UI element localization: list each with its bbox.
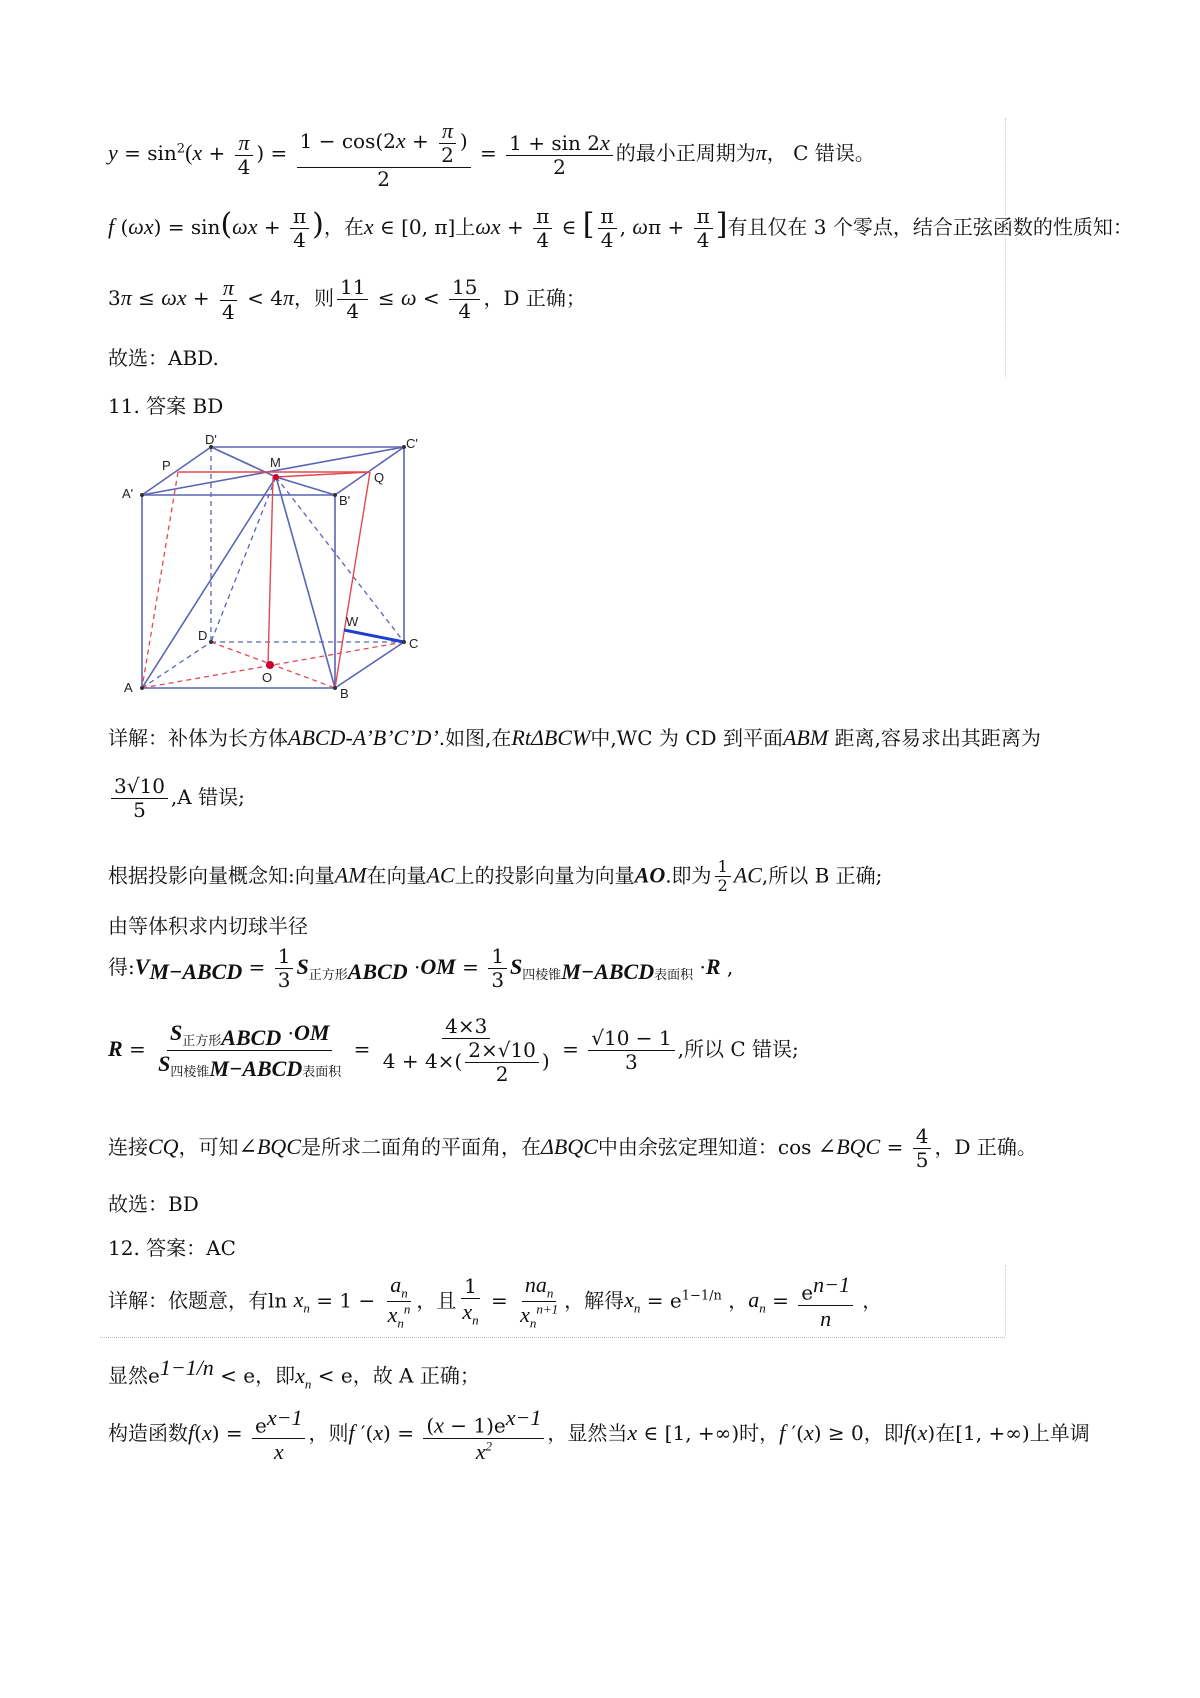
text-l2-b: 上 [455,215,476,239]
obvious-line: 显然$e^{1-1/n} < e$，即$x_n < e$，故 A 正确； [108,1355,480,1392]
detail-11-line: 详解：补体为长方体ABCD-A’B’C’D’.如图,在RtΔBCW中,WC 为 CD 到平面ABM 距离,容易求出其距离为 [108,725,1041,750]
edge-mb [276,477,335,688]
edge-ad-top [142,447,211,495]
label-m: M [270,455,281,470]
label-a-prime: A' [122,486,134,501]
choose-10: 故选：ABD. [108,346,219,370]
formula-line-2: f (ωx) = sin(ωx + $\frac{\pi}{4}$ )，在x ∈ [0, π]上ωx + $\frac{\pi}{4}$ ∈ [ $\frac{\pi}{4}$ , ωπ + $\frac{\pi}{4}$ ]有且仅在 3 个零点，结合正弦函数的性质知： [108,204,1133,252]
label-b-prime: B' [339,493,351,508]
text-l3-then: ，则 [294,286,335,311]
distance-result: $\frac{3√10}{5}$ ,A 错误; [108,775,245,822]
dotted-divider [100,1337,1005,1338]
line-mq [276,472,370,477]
question-11-answer: 11. 答案 BD [108,394,224,418]
text-l3-end: ，D 正确； [483,286,586,311]
label-w: W [346,614,359,629]
dotted-margin-1 [1005,118,1006,378]
point-m [273,474,279,480]
label-q: Q [374,470,385,485]
label-d-prime: D' [205,432,217,447]
label-a: A [124,680,133,695]
point-o [266,661,274,669]
formula-line-1: $y = \sin^2(x$ + $\frac{\pi}{4}$ ) = 1 − cos(2x + $\frac{\pi}{2}$ ) 2 = $\frac{1 + \sin 2x}{2}$ 的最小正周期为π， C 错误。 [108,118,875,192]
construct-line: 构造函数f(x) = $\frac{e^{x-1}}{x}$ ，则f ′(x) = $\frac{(x - 1)e^{x-1}}{x^2}$ ，显然当x ∈ [1, +∞)时，f ′(x) ≥ 0，即f(x)在[1, +∞)上单调 [108,1405,1090,1464]
label-b: B [340,686,349,701]
text-l2-a: ，在 [323,215,364,239]
choose-11: 故选：BD [108,1192,199,1216]
edge-bc [335,642,404,688]
label-c-prime: C' [406,436,418,451]
edge-md-hidden [211,477,276,642]
cuboid-figure [118,430,438,705]
edge-ma [142,477,276,688]
volume-formula: 得$:V_{M-ABCD}$ = $\frac{1}{3}$ $S_{正方形ABCD} \cdot OM$ = $\frac{1}{3}$ $S_{四棱锥M-ABCD表面积} \cdot R$ , [108,944,734,992]
projection-line: 根据投影向量概念知:向量AM在向量AC上的投影向量为向量AO.即为 $\frac{1}{2}$ AC,所以 B 正确; [108,857,883,896]
label-o: O [262,670,273,685]
edge-bc-top [335,447,404,495]
radius-formula: R = $\frac{S_{正方形ABCD} \cdot OM}{S_{四棱锥M-ABCD表面积}}$ = 4×3 4 + 4×( $\frac{2\times√10}{2}$ ) = $\frac{√10 - 1}{3}$ ,所以 C 错误; [108,1014,799,1086]
label-d: D [198,628,208,643]
line-pa-hidden [142,472,178,688]
text-l2-end: 有且仅在 3 个零点，结合正弦函数的性质知： [727,215,1133,239]
inner-sphere-line: 由等体积求内切球半径 [108,914,308,938]
label-c: C [409,636,419,651]
edge-ad-hidden [142,642,211,688]
dotted-margin-2 [1005,1265,1006,1335]
segment-wc [344,630,404,642]
edge-mb2 [276,477,335,495]
text-period: 的最小正周期为 [615,141,756,166]
formula-line-3: 3π ≤ ωx + $\frac{\pi}{4}$ < 4π，则 $\frac{11}{4}$ ≤ ω < $\frac{15}{4}$ ，D 正确； [108,275,586,325]
label-p: P [162,458,171,473]
connect-line: 连接CQ，可知∠BQC是所求二面角的平面角，在ΔBQC中由余弦定理知道：cos ∠BQC = $\frac{4}{5}$ ，D 正确。 [108,1124,1037,1172]
text-c-wrong: ， C 错误。 [766,141,875,166]
text-pi: π [755,140,767,166]
question-12-answer: 12. 答案：AC [108,1236,236,1260]
line-mo [268,477,273,665]
detail-12-line: 详解：依题意，有$\ln x_n = 1$ − $\frac{a_n}{x_n^n}$ ，且 $\frac{1}{x_n}$ = $\frac{na_n}{x_n^{n+1}}$ ，解得$x_n = e^{1-1/n}$ ，$a_n$ = $\frac{e^{n-1}}{n}$ ， [108,1272,883,1332]
